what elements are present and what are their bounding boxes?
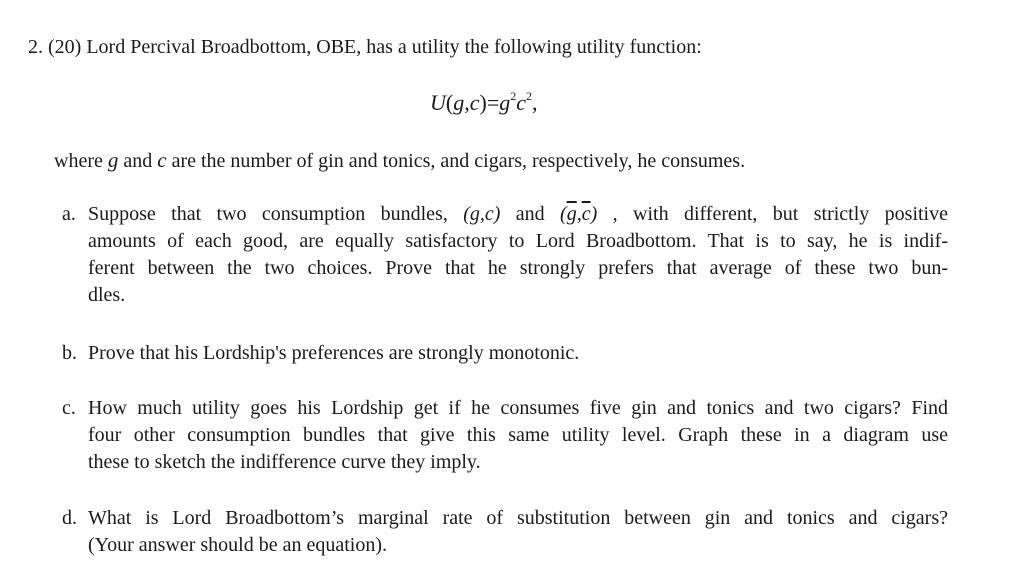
formula-u: U xyxy=(430,90,446,115)
where-text-1: where xyxy=(54,150,108,172)
part-b-letter: b. xyxy=(62,342,77,364)
c-bar: $\overline{c}$ xyxy=(581,203,591,225)
part-b-line-1: Prove that his Lordship's preferences are strongly monotonic. xyxy=(88,342,580,364)
formula-close-paren: ) xyxy=(479,90,487,115)
part-c xyxy=(62,395,948,476)
formula-comma: , xyxy=(464,90,470,115)
bundle-g-c: (g,c) xyxy=(463,203,501,225)
part-c-line-1: How much utility goes his Lordship get if he consumes five gin and tonics and two cigars? Find xyxy=(88,397,948,419)
formula-arg-g: g xyxy=(453,90,465,115)
part-a-line-2: amounts of each good, are equally satisfactory to Lord Broadbottom. That is to say, he is indif- xyxy=(88,230,948,252)
part-a-line-1 xyxy=(88,201,948,228)
part-c-letter: c. xyxy=(62,397,76,419)
part-c-body xyxy=(88,395,948,476)
part-d-letter: d. xyxy=(62,507,77,529)
bundle2-comma: , xyxy=(576,203,582,225)
question-header: 2. (20) Lord Percival Broadbottom, OBE, has a utility the following utility function: xyxy=(28,36,702,58)
g-bar: $\overline{g}$ xyxy=(566,203,577,225)
formula-open-paren: ( xyxy=(445,90,454,115)
part-a-line-1-mid: and xyxy=(500,203,561,225)
part-c-line-3: these to sketch the indifference curve they imply. xyxy=(88,451,481,473)
part-b xyxy=(62,340,948,367)
part-a-line-1-pre: Suppose that two consumption bundles, xyxy=(88,203,464,225)
formula-base-g: g xyxy=(499,90,511,115)
formula-base-c: c xyxy=(516,90,526,115)
where-var-g: g xyxy=(107,148,119,172)
bundle2-close: ) xyxy=(590,203,598,225)
part-c-line-2: four other consumption bundles that give this same utility level. Graph these in a diagram use xyxy=(88,424,948,446)
formula-exp-g: 2 xyxy=(510,89,517,103)
part-d-line-1: What is Lord Broadbottom’s marginal rate of substitution between gin and tonics and cigars? xyxy=(88,507,948,529)
part-b-body xyxy=(88,340,948,367)
bundle2-open: ( xyxy=(560,203,567,225)
variable-definition xyxy=(54,146,745,175)
part-a-line-1-post: , with different, but strictly positive xyxy=(597,203,948,225)
part-a-letter: a. xyxy=(62,203,76,225)
formula-trailing-comma: , xyxy=(532,90,538,115)
where-text-3: are the number of gin and tonics, and cigars, respectively, he consumes. xyxy=(166,150,746,172)
bundle-g-bar-c-bar xyxy=(560,203,597,225)
part-a-body xyxy=(88,201,948,309)
part-a xyxy=(62,201,948,309)
part-a-line-3: ferent between the two choices. Prove that he strongly prefers that average of these two bun- xyxy=(88,257,948,279)
utility-formula xyxy=(430,88,538,118)
part-d-line-2: (Your answer should be an equation). xyxy=(88,534,388,556)
part-d-body xyxy=(88,505,948,559)
part-a-line-4: dles. xyxy=(88,284,126,306)
where-text-2: and xyxy=(118,150,158,172)
formula-arg-c: c xyxy=(469,90,480,115)
part-d xyxy=(62,505,948,559)
formula-equals: = xyxy=(486,90,500,115)
where-var-c: c xyxy=(157,148,167,172)
formula-exp-c: 2 xyxy=(526,89,532,103)
